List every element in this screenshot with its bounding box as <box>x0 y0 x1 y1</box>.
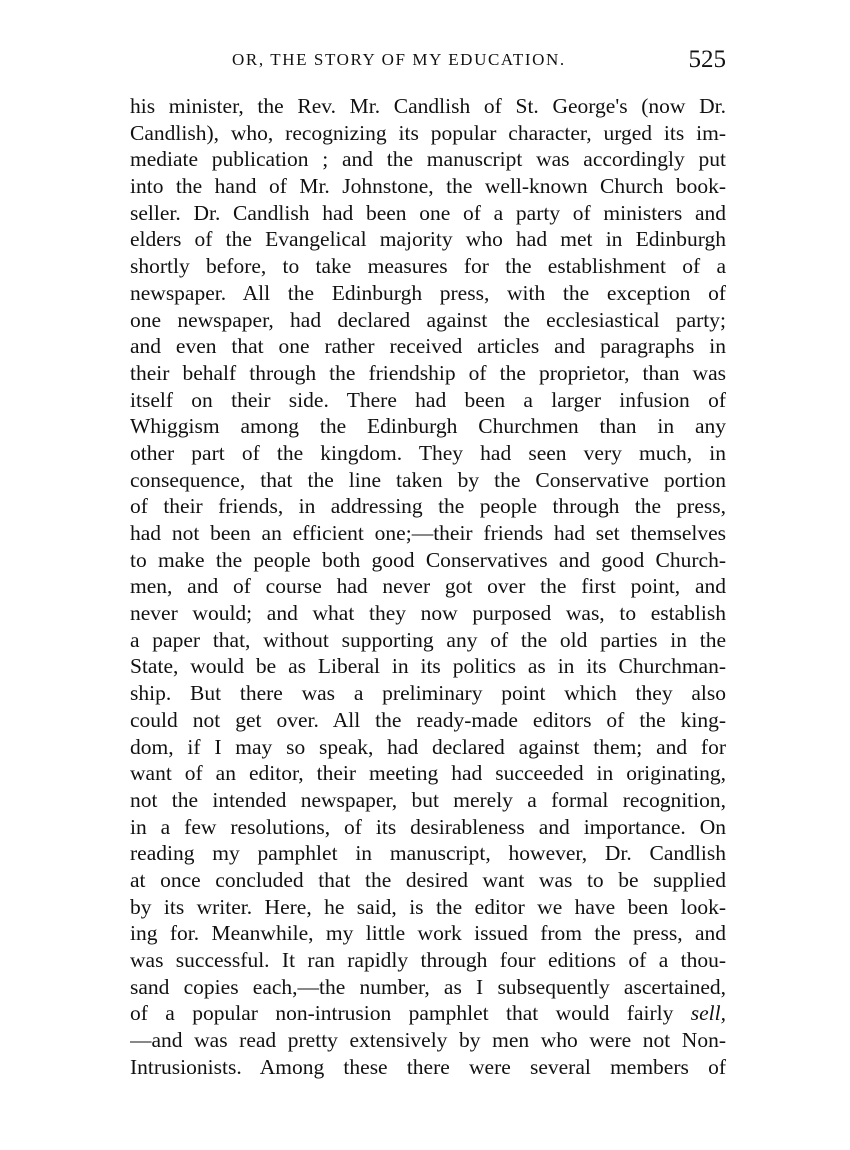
text-line-32: ing for. Meanwhile, my little work issued from the press, and <box>130 921 726 946</box>
text-line-19: men, and of course had never got over the first point, and <box>130 574 726 599</box>
page-number: 525 <box>688 46 726 73</box>
text-line-33: was successful. It ran rapidly through four editions of a thou- <box>130 948 726 972</box>
text-line-21: a paper that, without supporting any of the old parties in the <box>130 627 726 652</box>
text-line-9: one newspaper, had declared against the ecclesiastical party; <box>130 307 726 332</box>
text-line-35 <box>130 1000 726 1027</box>
text-line-10: and even that one rather received articles and paragraphs in <box>130 334 726 359</box>
text-line-5: seller. Dr. Candlish had been one of a party of ministers and <box>130 200 726 225</box>
body-text <box>130 93 726 1080</box>
text-line-26: want of an editor, their meeting had succeeded in originating, <box>130 761 726 786</box>
text-line-4: into the hand of Mr. Johnstone, the well-known Church book- <box>130 174 726 199</box>
text-line-7: shortly before, to take measures for the establishment of a <box>130 254 726 279</box>
text-line-24: could not get over. All the ready-made editors of the king- <box>130 707 726 732</box>
text-line-8: newspaper. All the Edinburgh press, with the exception of <box>130 280 726 305</box>
text-line-13: Whiggism among the Edinburgh Churchmen than in any <box>130 414 726 439</box>
text-line-34: sand copies each,—the number, as I subsequently ascertained, <box>130 974 726 999</box>
text-line-1: his minister, the Rev. Mr. Candlish of St. George's (now Dr. <box>130 94 726 118</box>
text-line-18: to make the people both good Conservatives and good Church- <box>130 547 726 572</box>
text-line-12: itself on their side. There had been a larger infusion of <box>130 387 726 412</box>
text-line-31: by its writer. Here, he said, is the editor we have been look- <box>130 894 726 919</box>
text-line-36: —and was read pretty extensively by men who were not Non- <box>130 1028 726 1053</box>
text-line-30: at once concluded that the desired want was to be supplied <box>130 867 726 892</box>
text-line-14: other part of the kingdom. They had seen very much, in <box>130 440 726 465</box>
text-line-15: consequence, that the line taken by the Conservative portion <box>130 467 726 492</box>
text-line-37: Intrusionists. Among these there were several members of <box>130 1054 726 1079</box>
text-line-22: State, would be as Liberal in its politics as in its Churchman- <box>130 654 726 679</box>
text-line-25: dom, if I may so speak, had declared against them; and for <box>130 734 726 759</box>
text-line-35-roman: of a popular non-intrusion pamphlet that would fairly <box>130 1001 691 1026</box>
text-line-6: elders of the Evangelical majority who had met in Edinburgh <box>130 227 726 252</box>
text-line-16: of their friends, in addressing the people through the press, <box>130 494 726 519</box>
text-line-27: not the intended newspaper, but merely a formal recognition, <box>130 787 726 812</box>
running-header <box>130 46 726 78</box>
text-line-2: Candlish), who, recognizing its popular character, urged its im- <box>130 120 726 145</box>
text-line-23: ship. But there was a preliminary point which they also <box>130 681 726 706</box>
text-line-3: mediate publication ; and the manuscript was accordingly put <box>130 147 726 172</box>
text-line-29: reading my pamphlet in manuscript, however, Dr. Candlish <box>130 841 726 866</box>
text-line-28: in a few resolutions, of its desirableness and importance. On <box>130 814 726 839</box>
text-line-20: never would; and what they now purposed was, to establish <box>130 601 726 626</box>
italic-word: sell, <box>690 1001 726 1026</box>
text-line-17: had not been an efficient one;—their friends had set themselves <box>130 521 726 545</box>
text-line-11: their behalf through the friendship of the proprietor, than was <box>130 360 726 385</box>
running-title: OR, THE STORY OF MY EDUCATION. <box>232 50 566 69</box>
